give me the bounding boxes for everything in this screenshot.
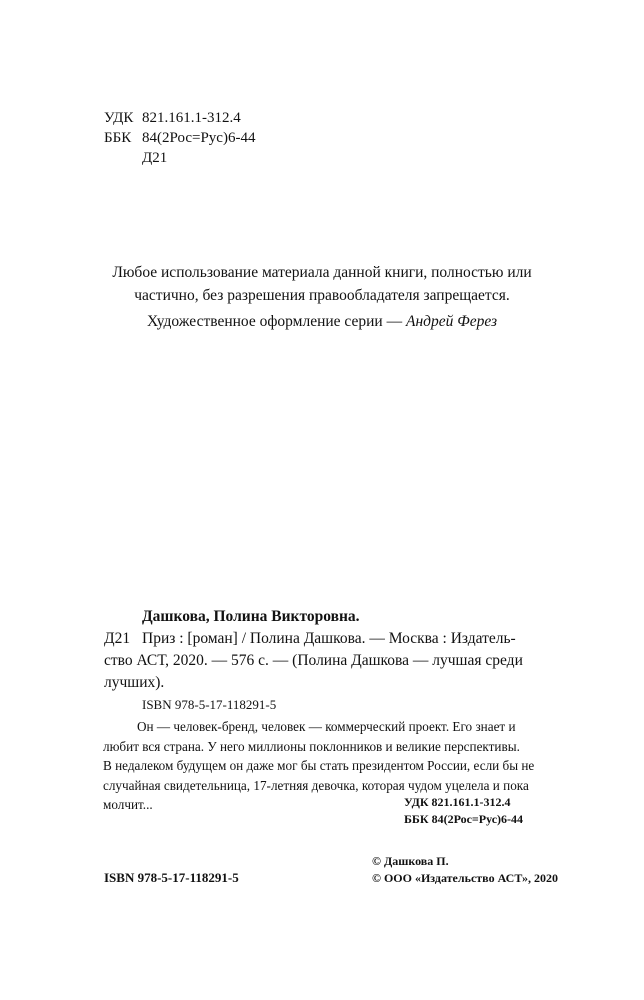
bbk-code: ББК 84(2Рос=Рус)6-44 <box>404 812 524 826</box>
copyright-publisher: © ООО «Издательство АСТ», 2020 <box>372 871 559 885</box>
design-credit-prefix: Художественное оформление серии — <box>146 313 406 330</box>
notice-line: частично, без разрешения правообладателя запрещается. <box>134 287 510 304</box>
bibliographic-heading: Дашкова, Полина Викторовна. <box>142 608 360 625</box>
annotation-line: Он — человек-бренд, человек — коммерческий проект. Его знает и <box>137 719 516 734</box>
bbk-label: ББК <box>104 130 132 146</box>
copyright-notice <box>80 261 564 307</box>
udk-label: УДК <box>104 110 134 126</box>
bibliographic-description <box>104 628 536 694</box>
udk-code: УДК 821.161.1-312.4 <box>404 795 511 809</box>
bbk-value: 84(2Рос=Рус)6-44 <box>142 130 256 146</box>
copyright-author: © Дашкова П. <box>372 854 449 868</box>
bibliographic-author-mark: Д21 <box>104 630 131 647</box>
udk-value: 821.161.1-312.4 <box>142 110 241 126</box>
annotation-line: любит вся страна. У него миллионы поклонников и великие перспективы. <box>103 738 520 754</box>
udk-line <box>104 108 241 128</box>
bibliographic-line: лучших). <box>104 674 165 691</box>
footer-isbn: ISBN 978-5-17-118291-5 <box>104 870 239 885</box>
bibliographic-isbn: ISBN 978-5-17-118291-5 <box>142 697 277 712</box>
designer-name: Андрей Ферез <box>405 313 498 330</box>
annotation-line: В недалеком будущем он даже мог бы стать президентом России, если бы не <box>103 758 535 774</box>
bibliographic-line: Приз : [роман] / Полина Дашкова. — Москва : Издатель- <box>142 630 516 647</box>
annotation-line: молчит... <box>103 797 153 813</box>
annotation-line: случайная свидетельница, 17-летняя девочка, которая чудом уцелела и пока <box>103 777 529 793</box>
bbk-line <box>104 128 255 148</box>
design-credit <box>80 310 564 333</box>
author-mark: Д21 <box>142 150 168 166</box>
notice-line: Любое использование материала данной книги, полностью или <box>112 264 532 281</box>
bibliographic-line: ство АСТ, 2020. — 576 с. — (Полина Дашкова — лучшая среди <box>104 652 523 669</box>
